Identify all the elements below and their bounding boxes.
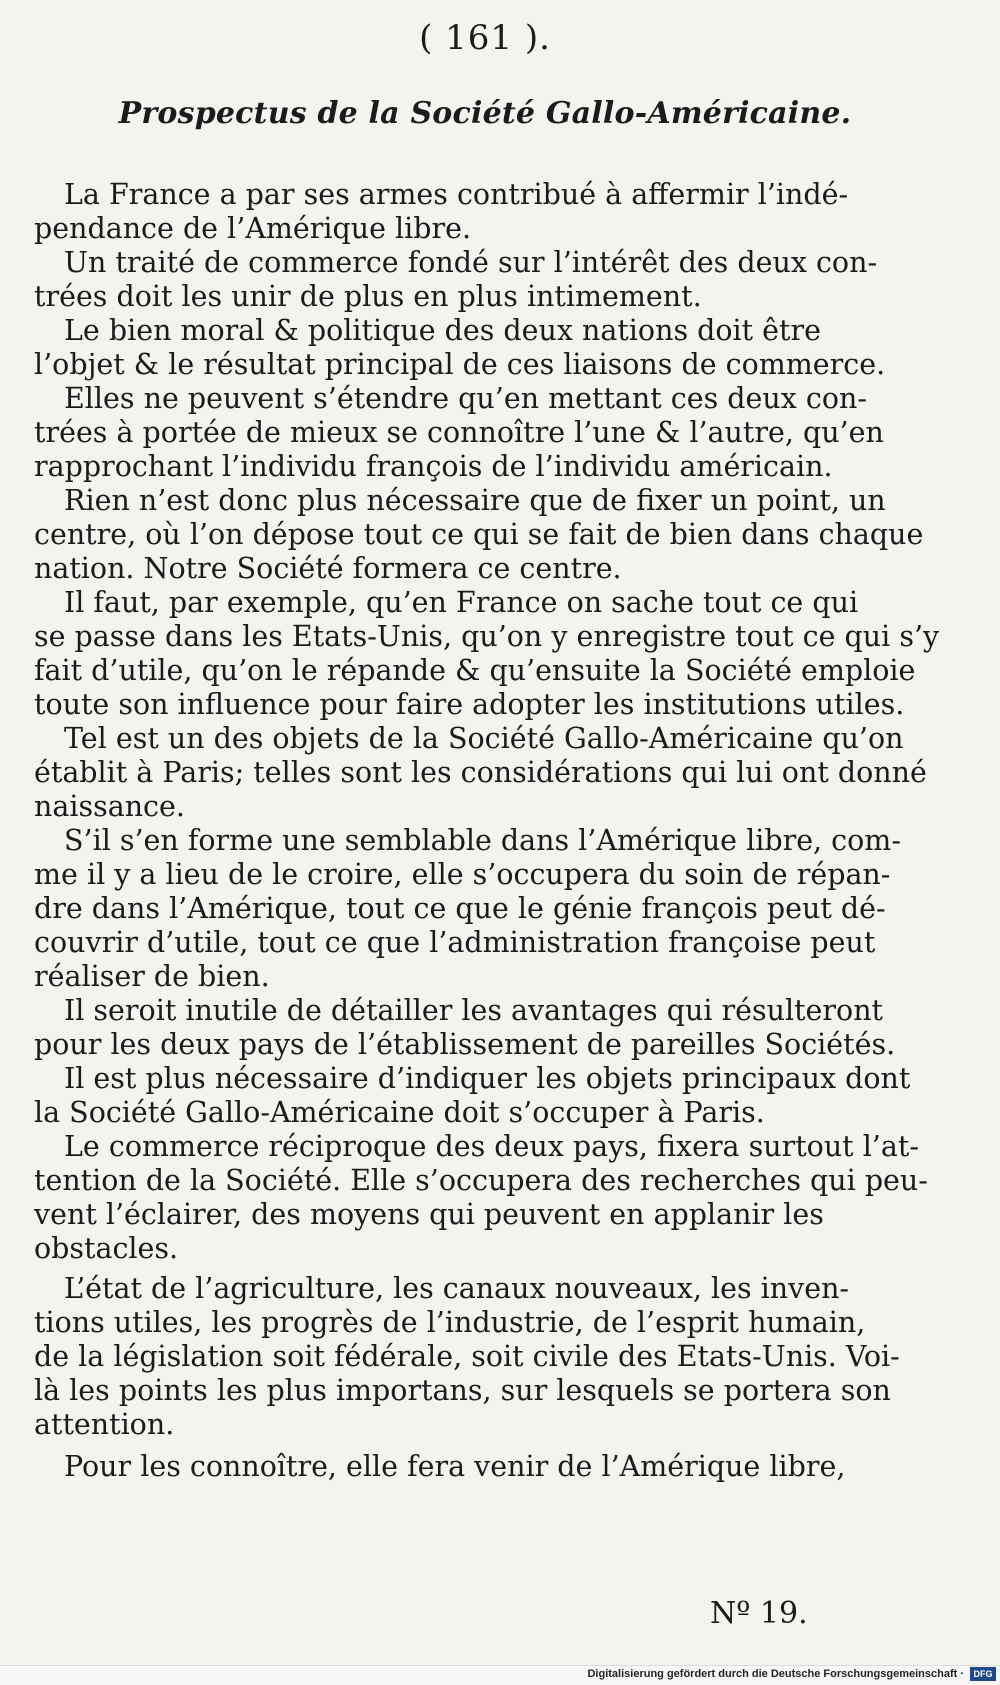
text-line: toute son influence pour faire adopter les institutions utiles. [34,688,905,721]
text-line: fait d’utile, qu’on le répande & qu’ensuite la Société emploie [34,654,916,687]
page-heading: Prospectus de la Société Gallo-Américaine. [118,96,852,131]
text-line: pour les deux pays de l’établissement de pareilles Sociétés. [34,1028,896,1061]
text-line: vent l’éclairer, des moyens qui peuvent en applanir les [34,1198,824,1231]
text-line: l’objet & le résultat principal de ces liaisons de commerce. [34,348,886,381]
text-line: obstacles. [34,1232,179,1265]
text-line: dre dans l’Amérique, tout ce que le génie françois peut dé- [34,892,886,925]
text-line: L’état de l’agriculture, les canaux nouveaux, les inven- [64,1272,850,1305]
text-line: Le bien moral & politique des deux nations doit être [64,314,821,347]
text-line: La France a par ses armes contribué à affermir l’indé- [64,178,849,211]
text-line: établit à Paris; telles sont les considérations qui lui ont donné [34,756,927,789]
text-line: trées doit les unir de plus en plus intimement. [34,280,702,313]
text-line: Le commerce réciproque des deux pays, fixera surtout l’at- [64,1130,919,1163]
text-line: Pour les connoître, elle fera venir de l’Amérique libre, [64,1450,846,1483]
text-line: tions utiles, les progrès de l’industrie, de l’esprit humain, [34,1306,866,1339]
text-line: Un traité de commerce fondé sur l’intérêt des deux con- [64,246,878,279]
text-line: attention. [34,1408,175,1441]
text-line: de la législation soit fédérale, soit civile des Etats-Unis. Voi- [34,1340,900,1373]
text-line: nation. Notre Société formera ce centre. [34,552,622,585]
text-line: Il est plus nécessaire d’indiquer les objets principaux dont [64,1062,911,1095]
text-line: la Société Gallo-Américaine doit s’occuper à Paris. [34,1096,765,1129]
text-line: tention de la Société. Elle s’occupera des recherches qui peu- [34,1164,928,1197]
text-line: pendance de l’Amérique libre. [34,212,472,245]
text-line: couvrir d’utile, tout ce que l’administration françoise peut [34,926,876,959]
text-line: Elles ne peuvent s’étendre qu’en mettant ces deux con- [64,382,867,415]
text-line: S’il s’en forme une semblable dans l’Amérique libre, com- [64,824,901,857]
text-line: Rien n’est donc plus nécessaire que de fixer un point, un [64,484,886,517]
text-line: rapprochant l’individu françois de l’individu américain. [34,450,833,483]
page-number: ( 161 ). [419,18,551,58]
text-line: me il y a lieu de le croire, elle s’occupera du soin de répan- [34,858,891,891]
text-line: réaliser de bien. [34,960,270,993]
text-line: naissance. [34,790,185,823]
text-line: là les points les plus importans, sur lesquels se portera son [34,1374,891,1407]
text-line: trées à portée de mieux se connoître l’une & l’autre, qu’en [34,416,884,449]
text-line: Il faut, par exemple, qu’en France on sache tout ce qui [64,586,859,619]
digitization-note: Digitalisierung gefördert durch die Deutsche Forschungsgemeinschaft · [587,1668,964,1680]
text-line: se passe dans les Etats-Unis, qu’on y enregistre tout ce qui s’y [34,620,940,653]
text-line: Tel est un des objets de la Société Gallo-Américaine qu’on [64,722,904,755]
text-line: Il seroit inutile de détailler les avantages qui résulteront [64,994,883,1027]
text-line: centre, où l’on dépose tout ce qui se fait de bien dans chaque [34,518,924,551]
signature-mark: Nº 19. [710,1596,808,1631]
dfg-logo: DFG [970,1667,996,1681]
